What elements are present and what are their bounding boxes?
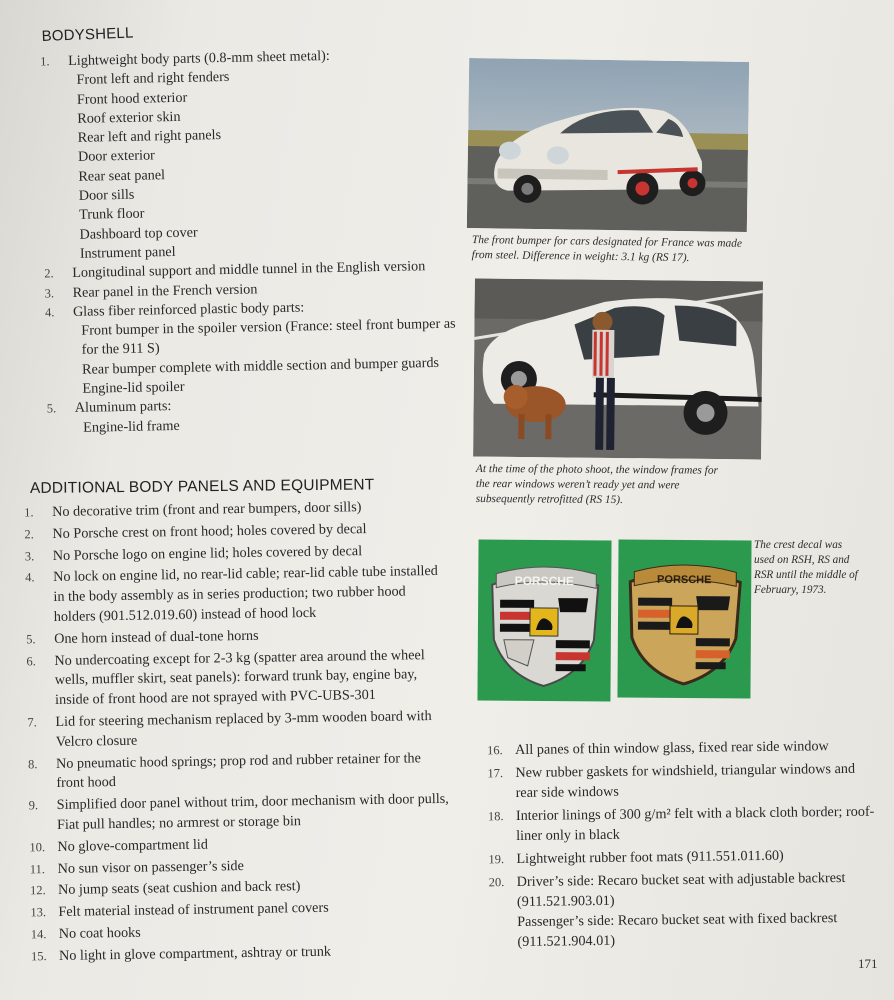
additional-equipment-list-continued xyxy=(487,736,883,955)
list-item-text: No light in glove compartment, ashtray or trunk xyxy=(58,943,332,964)
list-item-number: 1. xyxy=(40,54,50,69)
list-item-number: 9. xyxy=(28,798,39,813)
list-item-text: Instrument panel xyxy=(79,243,176,262)
list-item-text: Rear bumper complete with middle section and bumper guards xyxy=(81,354,440,378)
list-item-number: 7. xyxy=(27,715,37,730)
photo-white-carrera-rs xyxy=(467,58,749,232)
list-item-text: Simplified door panel without trim, door mechanism with door pulls, Fiat pull handles; no armrest or storage bin xyxy=(56,790,449,833)
list-item-text: Rear panel in the French version xyxy=(72,280,258,301)
list-item xyxy=(31,940,454,966)
list-item xyxy=(488,868,883,952)
list-item-number: 19. xyxy=(488,852,505,867)
list-item xyxy=(25,562,449,628)
list-item-number: 3. xyxy=(44,285,55,301)
list-item-number: 14. xyxy=(30,927,47,942)
crest-decal-caption: The crest decal was used on RSH, RS and RSR until the middle of February, 1973. xyxy=(754,539,858,596)
crest-decal-worn-panel xyxy=(617,540,751,699)
porsche-crest-icon xyxy=(617,540,751,699)
list-item-number: 3. xyxy=(24,548,35,564)
list-item-text: No jump seats (seat cushion and back rest) xyxy=(57,878,301,899)
list-item-text: Lightweight rubber foot mats (911.551.011.60) xyxy=(516,847,784,867)
list-item-number: 20. xyxy=(488,875,505,890)
additional-heading: ADDITIONAL BODY PANELS AND EQUIPMENT xyxy=(29,476,375,498)
list-item-number: 11. xyxy=(29,861,46,876)
list-item-text: No decorative trim (front and rear bumpers, door sills) xyxy=(52,499,362,520)
list-item-text: One horn instead of dual-tone horns xyxy=(54,627,259,647)
list-item xyxy=(28,790,453,836)
list-item-number: 16. xyxy=(487,743,503,758)
list-item-number: 6. xyxy=(26,653,36,668)
list-item-text: Longitudinal support and middle tunnel in the English version xyxy=(72,258,426,282)
list-item-text: Door exterior xyxy=(77,147,155,166)
list-item-text: Passenger’s side: Recaro bucket seat with fixed backrest (911.521.904.01) xyxy=(517,910,838,950)
list-item-text: Trunk floor xyxy=(78,205,145,224)
list-item-text: Aluminum parts: xyxy=(74,398,172,417)
photo-caption-front-bumper: The front bumper for cars designated for France was made from steel. Difference in weight: 3.1 kg (RS 17). xyxy=(471,233,743,265)
list-item-number: 4. xyxy=(25,570,35,585)
list-item xyxy=(27,748,452,794)
list-item-text: No coat hooks xyxy=(58,924,141,942)
photo-woman-dog-carrera xyxy=(473,278,763,459)
list-item-text: Interior linings of 300 g/m² felt with a black cloth border; roof-liner only in black xyxy=(515,803,875,844)
list-item-number: 18. xyxy=(487,809,504,824)
list-item-number: 2. xyxy=(44,266,54,281)
list-item xyxy=(487,736,880,760)
list-item-text: No Porsche logo on engine lid; holes covered by decal xyxy=(52,542,363,564)
list-item xyxy=(487,759,880,803)
list-item xyxy=(27,707,451,753)
list-item-text: No sun visor on passenger’s side xyxy=(57,857,244,877)
list-item-text: Rear left and right panels xyxy=(77,127,222,147)
page-number: 171 xyxy=(858,956,878,971)
list-item-number: 13. xyxy=(30,905,47,920)
photo-shoot-image xyxy=(473,278,763,459)
list-item-text: No Porsche crest on front hood; holes covered by decal xyxy=(52,520,367,542)
crest-banner-text: PORSCHE xyxy=(514,573,574,589)
list-item-number: 5. xyxy=(26,632,36,647)
list-item-number: 17. xyxy=(487,766,504,781)
list-item-text: New rubber gaskets for windshield, triangular windows and rear side windows xyxy=(515,760,856,801)
list-item-number: 1. xyxy=(24,505,34,520)
list-item-text: Dashboard top cover xyxy=(79,224,198,243)
list-item-text: Driver’s side: Recaro bucket seat with adjustable backrest (911.521.903.01) xyxy=(516,869,846,910)
photo-caption-window-frames: At the time of the photo shoot, the window frames for the rear windows weren’t ready yet and were subsequently retrofitted (RS 15). xyxy=(475,462,719,507)
list-item-number: 12. xyxy=(29,883,46,898)
list-item-number: 2. xyxy=(24,527,34,542)
list-item-text: Front hood exterior xyxy=(76,89,188,108)
list-item-text: Door sills xyxy=(78,186,135,204)
list-item-text: Felt material instead of instrument panel covers xyxy=(58,899,329,921)
list-item-number: 15. xyxy=(31,948,47,964)
list-item-text: Roof exterior skin xyxy=(77,108,181,127)
list-item-text: Front bumper in the spoiler version (France: steel front bumper as for the 911 S) xyxy=(81,315,456,359)
list-item-text: Lid for steering mechanism replaced by 3-mm wooden board with Velcro closure xyxy=(55,708,432,750)
crest-banner-text: PORSCHE xyxy=(657,573,712,587)
list-item-number: 10. xyxy=(29,839,46,855)
bodyshell-heading: BODYSHELL xyxy=(41,24,134,45)
list-item-text: Glass fiber reinforced plastic body parts: xyxy=(72,299,305,320)
list-item-text: No lock on engine lid, no rear-lid cable; rear-lid cable tube installed in the body assembly as in series production; two rubber hood holders (901.512.019.60) instead of hood lock xyxy=(53,563,438,625)
list-item-text: All panes of thin window glass, fixed rear side window xyxy=(515,738,829,758)
list-item-number: 4. xyxy=(44,305,55,320)
porsche-crest-icon xyxy=(477,540,611,702)
list-item-text: Engine-lid frame xyxy=(83,417,180,436)
car-photo-image xyxy=(467,58,749,232)
list-item-text: Rear seat panel xyxy=(78,166,166,185)
list-item xyxy=(488,845,881,869)
list-item-text: No glove-compartment lid xyxy=(57,836,209,855)
crest-decal-new-panel xyxy=(477,540,611,702)
list-item-number: 5. xyxy=(46,401,57,416)
list-item-text: Engine-lid spoiler xyxy=(82,378,185,397)
list-item-text: Front left and right fenders xyxy=(76,69,230,89)
list-item-text: No pneumatic hood springs; prop rod and rubber retainer for the front hood xyxy=(55,749,422,792)
list-item xyxy=(26,645,450,711)
additional-equipment-list xyxy=(24,497,454,969)
list-item-text: No undercoating except for 2-3 kg (spatter area around the wheel wells, muffler skirt, seat panels): forward trunk bay, engine bay, inside of front hood are not sprayed with PVC-UBS-301 xyxy=(54,646,425,709)
bodyshell-list xyxy=(40,45,460,438)
list-item xyxy=(487,802,881,846)
list-item-number: 8. xyxy=(27,756,38,771)
list-item-text: Lightweight body parts (0.8-mm sheet metal): xyxy=(68,47,330,69)
